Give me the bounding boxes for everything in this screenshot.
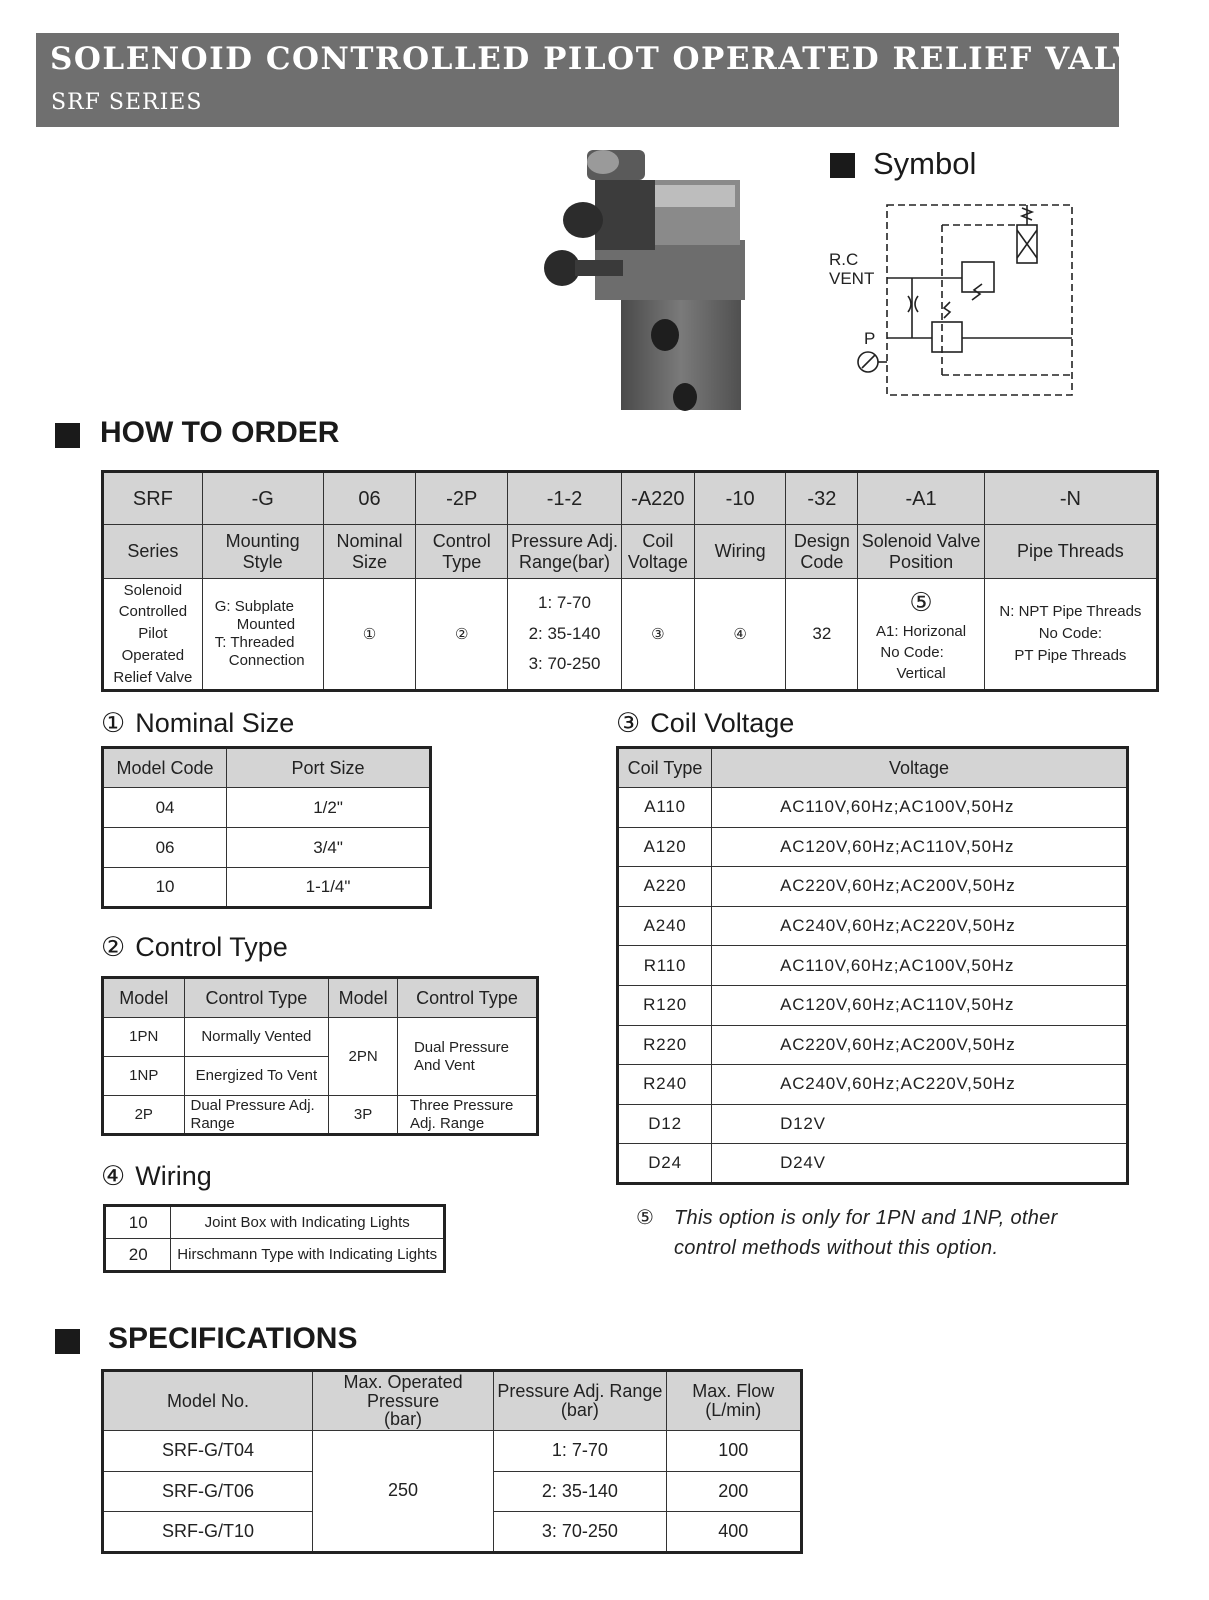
specifications-square-icon xyxy=(55,1329,80,1354)
table-row xyxy=(103,828,431,868)
nominal-size-ref: ① xyxy=(323,579,416,691)
symbol-title: Symbol xyxy=(873,146,977,181)
model-cell: 2PN xyxy=(329,1018,398,1096)
hydraulic-symbol-diagram xyxy=(829,200,1092,410)
model-no-cell: SRF-G/T06 xyxy=(103,1471,313,1512)
spec-header-row xyxy=(103,1371,802,1431)
coil-header-row xyxy=(618,748,1128,788)
voltage-cell: AC220V,60Hz;AC200V,50Hz xyxy=(712,867,1128,907)
header-nominal-size: Nominal Size xyxy=(323,525,416,579)
coil-voltage-ref: ③ xyxy=(621,579,694,691)
wiring-title: ④ Wiring xyxy=(101,1161,212,1191)
wiring-ref: ④ xyxy=(694,579,786,691)
control-type-table xyxy=(101,976,539,1136)
pipe-threads-description: N: NPT Pipe Threads No Code: PT Pipe Threads xyxy=(984,579,1157,691)
coil-type-cell: D24 xyxy=(618,1144,712,1184)
symbol-square-icon xyxy=(830,153,855,178)
order-desc-row xyxy=(103,579,1158,691)
header-solenoid-position: Solenoid Valve Position xyxy=(858,525,985,579)
control-type-title: ② Control Type xyxy=(101,932,288,962)
mounting-description: G: Subplate Mounted T: Threaded Connection xyxy=(202,579,323,691)
vent-label: VENT xyxy=(829,269,875,288)
control-type-cell: Dual Pressure Adj. Range xyxy=(184,1096,329,1135)
control-header-row xyxy=(103,978,538,1018)
nominal-size-table xyxy=(101,746,432,909)
header-pressure-range: Pressure Adj. Range (bar) xyxy=(494,1371,666,1431)
header-max-pressure: Max. Operated Pressure (bar) xyxy=(312,1371,493,1431)
order-header-row xyxy=(103,525,1158,579)
coil-type-cell: A110 xyxy=(618,788,712,828)
voltage-cell: AC220V,60Hz;AC200V,50Hz xyxy=(712,1025,1128,1065)
wiring-table xyxy=(103,1204,446,1273)
table-row xyxy=(618,1025,1128,1065)
header-model-no: Model No. xyxy=(103,1371,313,1431)
table-row xyxy=(103,1096,538,1135)
model-cell: 2P xyxy=(103,1096,185,1135)
solenoid-description: ⑤ A1: Horizonal No Code: Vertical xyxy=(858,579,985,691)
code-cell: -32 xyxy=(786,472,858,525)
model-no-cell: SRF-G/T04 xyxy=(103,1431,313,1472)
model-cell: 1NP xyxy=(103,1057,185,1096)
coil-voltage-title: ③ Coil Voltage xyxy=(616,708,795,738)
header-design-code: Design Code xyxy=(786,525,858,579)
port-size-cell: 3/4" xyxy=(227,828,431,868)
header-control-type: Control Type xyxy=(416,525,508,579)
max-flow-cell: 200 xyxy=(666,1471,801,1512)
how-to-order-square-icon xyxy=(55,423,80,448)
code-cell: -A220 xyxy=(621,472,694,525)
model-cell: 1PN xyxy=(103,1018,185,1057)
table-row xyxy=(103,868,431,908)
voltage-cell: D24V xyxy=(712,1144,1128,1184)
voltage-cell: D12V xyxy=(712,1104,1128,1144)
table-row xyxy=(618,906,1128,946)
rc-label: R.C xyxy=(829,250,859,269)
code-cell: -G xyxy=(202,472,323,525)
coil-voltage-table xyxy=(616,746,1129,1185)
code-cell: 06 xyxy=(323,472,416,525)
nominal-size-title: ① Nominal Size xyxy=(101,708,295,738)
note-number: ⑤ xyxy=(636,1207,655,1229)
how-to-order-title: HOW TO ORDER xyxy=(100,416,340,449)
wiring-code-cell: 20 xyxy=(105,1239,171,1272)
table-row xyxy=(103,1018,538,1057)
header-model: Model xyxy=(329,978,398,1018)
table-row xyxy=(618,985,1128,1025)
model-code-cell: 06 xyxy=(103,828,227,868)
specifications-title: SPECIFICATIONS xyxy=(108,1322,358,1355)
code-cell: -N xyxy=(984,472,1157,525)
voltage-cell: AC240V,60Hz;AC220V,50Hz xyxy=(712,906,1128,946)
header-model-code: Model Code xyxy=(103,748,227,788)
code-cell: -A1 xyxy=(858,472,985,525)
coil-type-cell: A240 xyxy=(618,906,712,946)
pressure-range-cell: 1: 7-70 xyxy=(494,1431,666,1472)
control-type-ref: ② xyxy=(416,579,508,691)
order-code-row xyxy=(103,472,1158,525)
coil-type-cell: R110 xyxy=(618,946,712,986)
header-control-type: Control Type xyxy=(184,978,329,1018)
voltage-cell: AC240V,60Hz;AC220V,50Hz xyxy=(712,1065,1128,1105)
series-subtitle: SRF SERIES xyxy=(51,90,203,115)
table-row xyxy=(105,1239,445,1272)
table-row xyxy=(618,867,1128,907)
max-flow-cell: 400 xyxy=(666,1512,801,1553)
max-flow-cell: 100 xyxy=(666,1431,801,1472)
page-title: SOLENOID CONTROLLED PILOT OPERATED RELIEF VALVE xyxy=(50,41,1165,77)
coil-type-cell: D12 xyxy=(618,1104,712,1144)
header-port-size: Port Size xyxy=(227,748,431,788)
wiring-desc-cell: Joint Box with Indicating Lights xyxy=(171,1206,445,1239)
model-cell: 3P xyxy=(329,1096,398,1135)
voltage-cell: AC120V,60Hz;AC110V,50Hz xyxy=(712,985,1128,1025)
header-control-type: Control Type xyxy=(397,978,537,1018)
solenoid-option-note xyxy=(636,1203,1116,1263)
design-code-value: 32 xyxy=(786,579,858,691)
max-pressure-cell: 250 xyxy=(312,1431,493,1553)
header-max-flow: Max. Flow (L/min) xyxy=(666,1371,801,1431)
control-type-cell: Energized To Vent xyxy=(184,1057,329,1096)
code-cell: SRF xyxy=(103,472,203,525)
control-type-cell: Three Pressure Adj. Range xyxy=(397,1096,537,1135)
pressure-range-cell: 3: 70-250 xyxy=(494,1512,666,1553)
voltage-cell: AC110V,60Hz;AC100V,50Hz xyxy=(712,946,1128,986)
port-size-cell: 1-1/4" xyxy=(227,868,431,908)
table-row xyxy=(105,1206,445,1239)
coil-type-cell: R120 xyxy=(618,985,712,1025)
port-size-cell: 1/2" xyxy=(227,788,431,828)
table-row xyxy=(103,788,431,828)
table-row xyxy=(618,1144,1128,1184)
header-wiring: Wiring xyxy=(694,525,786,579)
order-code-table xyxy=(101,470,1159,692)
coil-type-cell: A220 xyxy=(618,867,712,907)
coil-type-cell: R240 xyxy=(618,1065,712,1105)
pressure-description: 1: 7-70 2: 35-140 3: 70-250 xyxy=(508,579,622,691)
table-row xyxy=(618,1065,1128,1105)
code-cell: -10 xyxy=(694,472,786,525)
header-voltage: Voltage xyxy=(712,748,1128,788)
nominal-header-row xyxy=(103,748,431,788)
model-code-cell: 04 xyxy=(103,788,227,828)
wiring-desc-cell: Hirschmann Type with Indicating Lights xyxy=(171,1239,445,1272)
header-coil-voltage: Coil Voltage xyxy=(621,525,694,579)
control-type-cell: Dual Pressure And Vent xyxy=(397,1018,537,1096)
coil-type-cell: R220 xyxy=(618,1025,712,1065)
code-cell: -2P xyxy=(416,472,508,525)
header-pressure-range: Pressure Adj. Range(bar) xyxy=(508,525,622,579)
table-row xyxy=(618,827,1128,867)
pressure-range-cell: 2: 35-140 xyxy=(494,1471,666,1512)
control-type-cell: Normally Vented xyxy=(184,1018,329,1057)
model-code-cell: 10 xyxy=(103,868,227,908)
code-cell: -1-2 xyxy=(508,472,622,525)
note-line-1: This option is only for 1PN and 1NP, other xyxy=(674,1207,1058,1229)
coil-type-cell: A120 xyxy=(618,827,712,867)
series-description: Solenoid Controlled Pilot Operated Relief Valve xyxy=(103,579,203,691)
valve-product-image xyxy=(535,140,775,422)
note-line-2: control methods without this option. xyxy=(674,1237,999,1259)
p-port-label: P xyxy=(864,329,876,348)
header-model: Model xyxy=(103,978,185,1018)
model-no-cell: SRF-G/T10 xyxy=(103,1512,313,1553)
header-coil-type: Coil Type xyxy=(618,748,712,788)
table-row xyxy=(618,1104,1128,1144)
table-row xyxy=(618,788,1128,828)
header-pipe-threads: Pipe Threads xyxy=(984,525,1157,579)
voltage-cell: AC110V,60Hz;AC100V,50Hz xyxy=(712,788,1128,828)
voltage-cell: AC120V,60Hz;AC110V,50Hz xyxy=(712,827,1128,867)
header-mounting-style: Mounting Style xyxy=(202,525,323,579)
header-banner xyxy=(36,33,1165,127)
wiring-code-cell: 10 xyxy=(105,1206,171,1239)
table-row xyxy=(618,946,1128,986)
header-series: Series xyxy=(103,525,203,579)
specifications-table xyxy=(101,1369,803,1554)
table-row xyxy=(103,1431,802,1472)
